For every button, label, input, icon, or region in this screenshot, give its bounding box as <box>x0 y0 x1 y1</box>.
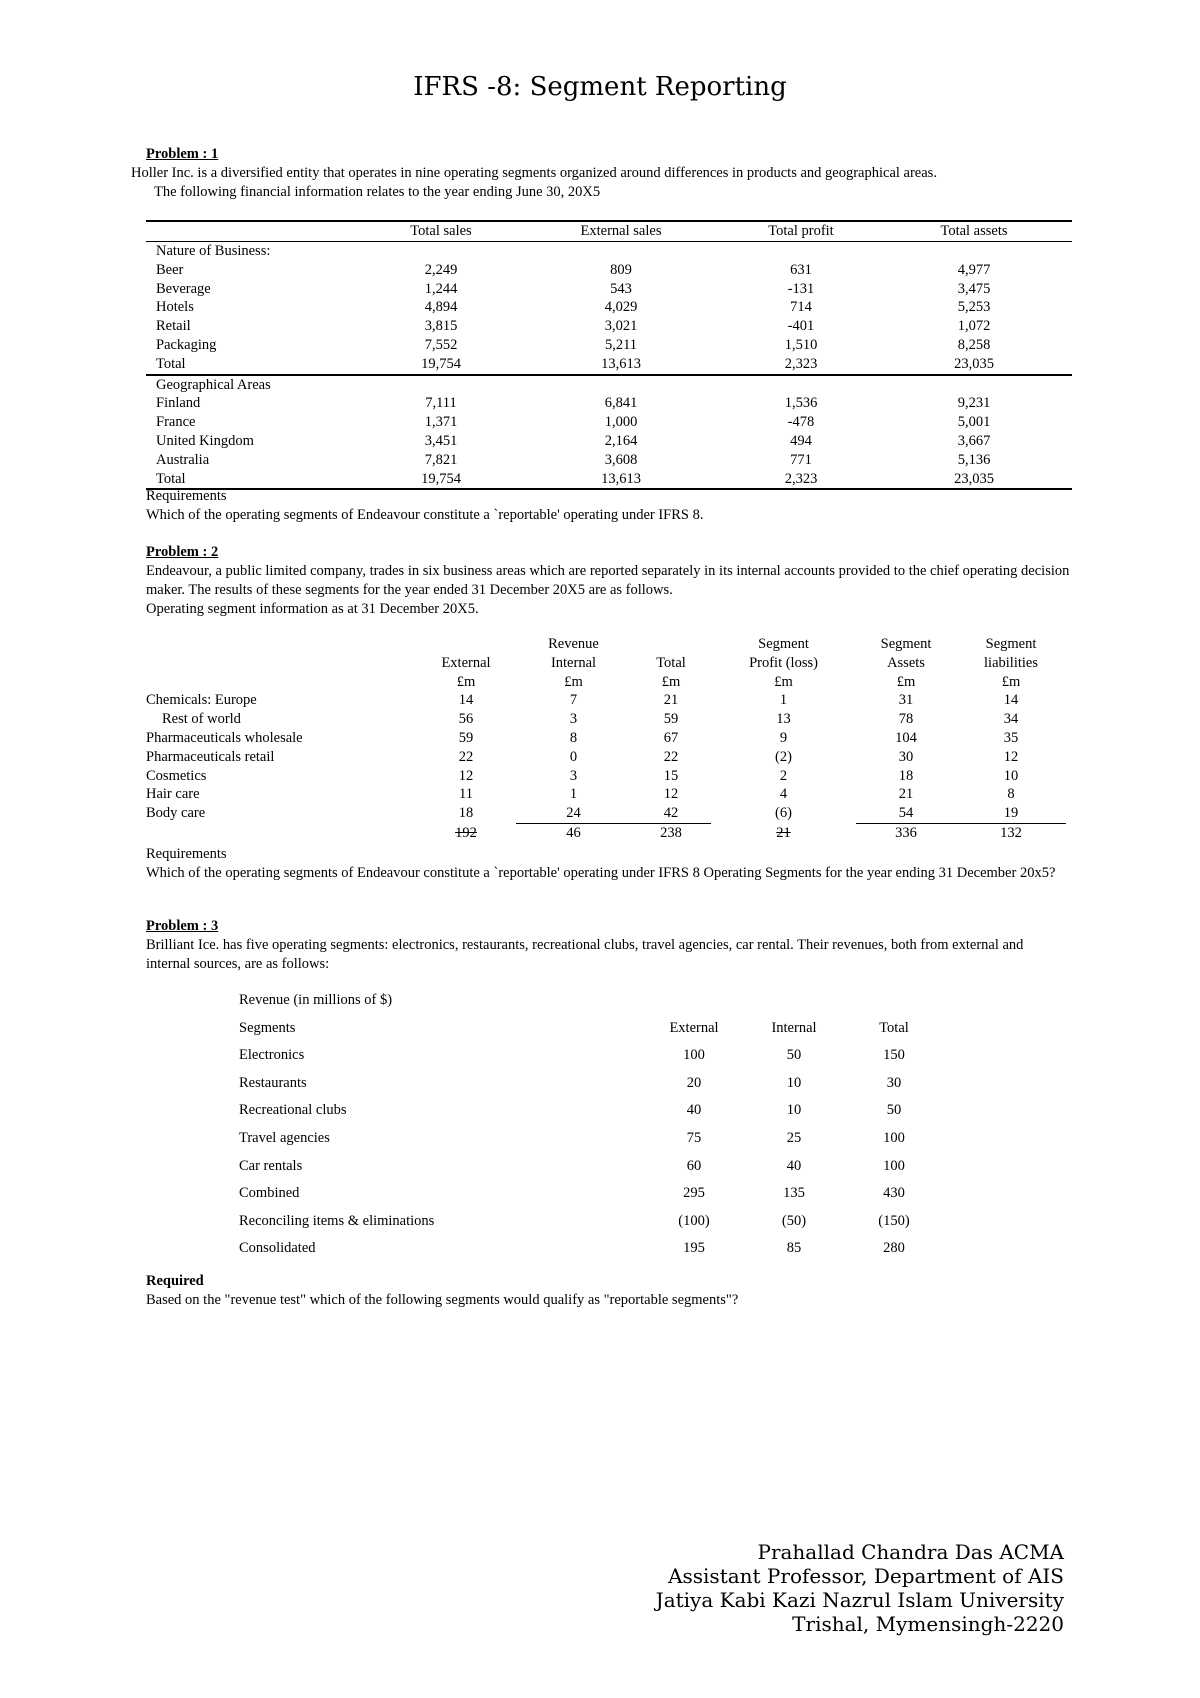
column-header: External sales <box>516 221 726 242</box>
cell: 280 <box>883 1240 905 1257</box>
row-label: Body care <box>146 805 206 822</box>
cell: 5,001 <box>957 414 991 431</box>
row-label <box>146 823 416 842</box>
column-header <box>631 635 711 654</box>
cell: 78 <box>898 711 914 728</box>
column-header: Internal <box>771 1019 817 1036</box>
problem-2-intro: Endeavour, a public limited company, trades in six business areas which are reported separately in its internal accounts provided to the chief operating decision maker. The results of these segments for the year ended 31 December 20X5 are as follows. <box>146 563 1070 598</box>
cell: 809 <box>610 261 632 278</box>
cell: 8,258 <box>957 336 991 353</box>
page-title: IFRS -8: Segment Reporting <box>413 72 787 102</box>
column-header: Revenue <box>548 636 599 652</box>
table-row <box>146 767 1066 786</box>
table-row <box>146 710 1066 729</box>
problem-1-heading: Problem : 1 <box>146 146 219 162</box>
cell: 20 <box>686 1074 702 1091</box>
table-row <box>239 1153 939 1181</box>
cell: 494 <box>790 432 812 449</box>
cell: 18 <box>458 805 474 822</box>
table-row <box>146 336 1072 355</box>
cell: 13,613 <box>601 355 641 372</box>
cell: 54 <box>856 804 956 823</box>
total-row <box>146 355 1072 375</box>
cell: 5,253 <box>957 299 991 316</box>
total-row <box>146 823 1066 842</box>
cell: 25 <box>786 1129 802 1146</box>
table-row <box>239 1042 939 1070</box>
cell: 35 <box>1003 729 1019 746</box>
column-header: Total <box>879 1019 909 1036</box>
cell: 50 <box>886 1102 902 1119</box>
problem-1-table <box>146 220 1072 490</box>
cell: 30 <box>886 1074 902 1091</box>
cell: (100) <box>678 1212 710 1229</box>
table-row <box>239 1235 939 1263</box>
problem-2-heading: Problem : 2 <box>146 544 219 560</box>
cell: 13 <box>776 711 791 728</box>
cell: 40 <box>686 1102 702 1119</box>
row-label: Australia <box>156 451 210 468</box>
unit-label: £m <box>661 673 681 690</box>
cell: 13,613 <box>601 470 641 487</box>
cell: 21 <box>663 692 679 709</box>
row-label: Retail <box>156 318 191 335</box>
table-row <box>146 729 1066 748</box>
table-row <box>146 432 1072 451</box>
column-header: Segments <box>239 1019 296 1036</box>
row-label: Combined <box>239 1185 300 1202</box>
problem-1-requirements-label: Requirements <box>146 488 227 504</box>
column-header <box>146 654 416 673</box>
cell: 31 <box>898 692 914 709</box>
table-row <box>239 1070 939 1098</box>
column-header: Total <box>656 654 686 671</box>
cell: 24 <box>516 804 631 823</box>
author-signature-block <box>656 1540 1064 1636</box>
cell: 22 <box>458 748 474 765</box>
cell: (50) <box>781 1212 807 1229</box>
cell: 0 <box>569 748 578 765</box>
cell: 2,164 <box>604 432 638 449</box>
cell: 631 <box>790 261 812 278</box>
cell: 34 <box>1003 711 1019 728</box>
table-header-row <box>146 673 1066 692</box>
cell: 8 <box>569 729 578 746</box>
cell: 132 <box>1000 824 1022 841</box>
cell: 3,451 <box>424 432 458 449</box>
table-row <box>239 1125 939 1153</box>
cell: 714 <box>790 299 812 316</box>
cell: 192 <box>455 824 477 841</box>
cell: 1 <box>569 786 578 803</box>
cell: 7 <box>569 692 578 709</box>
row-label: Rest of world <box>162 711 241 728</box>
row-label: Beer <box>156 261 184 278</box>
problem-1-requirements-text: Which of the operating segments of Endeavour constitute a `reportable' operating under IFRS 8. <box>146 507 704 523</box>
cell: -401 <box>787 318 815 335</box>
cell: 22 <box>663 748 679 765</box>
column-header: liabilities <box>984 654 1038 671</box>
cell: -478 <box>787 414 815 431</box>
cell: 56 <box>458 711 474 728</box>
cell: 7,552 <box>424 336 458 353</box>
section-row <box>146 375 1072 395</box>
cell: 40 <box>786 1157 802 1174</box>
row-label: Reconciling items & eliminations <box>239 1212 435 1229</box>
cell: 3,815 <box>424 318 458 335</box>
caption-row <box>239 987 939 1015</box>
cell: 9,231 <box>957 395 991 412</box>
column-header: Total sales <box>366 221 516 242</box>
problem-2-requirements-label: Requirements <box>146 846 227 862</box>
cell: 1,244 <box>424 280 458 297</box>
cell: 195 <box>683 1240 705 1257</box>
table-row <box>239 1208 939 1236</box>
cell: 7,111 <box>425 395 457 412</box>
cell: 3 <box>569 711 578 728</box>
cell: 14 <box>458 692 474 709</box>
column-header <box>146 673 416 692</box>
row-label: Packaging <box>156 336 217 353</box>
cell: 135 <box>783 1185 805 1202</box>
cell: 10 <box>786 1102 802 1119</box>
cell: 60 <box>686 1157 702 1174</box>
problem-3-required-label: Required <box>146 1273 204 1289</box>
row-label: Car rentals <box>239 1157 303 1174</box>
cell: 5,136 <box>957 451 991 468</box>
column-header: External <box>441 654 491 671</box>
row-label: Hair care <box>146 786 200 803</box>
cell: 3,667 <box>957 432 991 449</box>
table-header-row <box>146 654 1066 673</box>
problem-2-requirements-text: Which of the operating segments of Endeavour constitute a `reportable' operating under IFRS 8 Operating Segments for the year ending 31 December 20x5? <box>146 865 1056 881</box>
table-row <box>146 298 1072 317</box>
table-header-row <box>146 635 1066 654</box>
problem-3-required-text: Based on the "revenue test" which of the following segments would qualify as "reportable segments"? <box>146 1292 739 1308</box>
row-label: Consolidated <box>239 1240 316 1257</box>
row-label: Finland <box>156 395 201 412</box>
cell: 6,841 <box>604 395 638 412</box>
table-header-row <box>146 221 1072 242</box>
cell: 19 <box>956 804 1066 823</box>
row-label: Beverage <box>156 280 211 297</box>
cell: 430 <box>883 1185 905 1202</box>
problem-3-heading: Problem : 3 <box>146 918 219 934</box>
table-row <box>239 1097 939 1125</box>
row-label: Chemicals: Europe <box>146 692 257 709</box>
unit-label: £m <box>456 673 476 690</box>
table-row <box>146 451 1072 470</box>
cell: 42 <box>631 804 711 823</box>
column-header: Total assets <box>876 221 1072 242</box>
cell: 59 <box>458 729 474 746</box>
table-row <box>146 394 1072 413</box>
cell: 12 <box>663 786 679 803</box>
section-label: Geographical Areas <box>146 375 1072 395</box>
table-row <box>146 748 1066 767</box>
table-row <box>146 785 1066 804</box>
cell: 543 <box>610 280 632 297</box>
problem-3-table <box>239 987 939 1263</box>
cell: 2 <box>779 767 788 784</box>
cell: 12 <box>1003 748 1019 765</box>
column-header: Assets <box>887 654 925 671</box>
cell: 771 <box>790 451 812 468</box>
cell: 1,000 <box>604 414 638 431</box>
cell: 11 <box>459 786 473 803</box>
cell: 3,475 <box>957 280 991 297</box>
total-row <box>146 470 1072 490</box>
cell: 30 <box>898 748 914 765</box>
column-header <box>146 635 416 654</box>
cell: (2) <box>775 748 792 765</box>
cell: 104 <box>895 729 917 746</box>
cell: 336 <box>895 824 917 841</box>
row-label: Total <box>156 355 186 372</box>
cell: 100 <box>883 1129 905 1146</box>
column-header: Segment <box>985 636 1037 652</box>
cell: 10 <box>786 1074 802 1091</box>
row-label: Travel agencies <box>239 1129 330 1146</box>
cell: 1 <box>779 692 788 709</box>
problem-1-intro-2: The following financial information relates to the year ending June 30, 20X5 <box>154 184 601 200</box>
row-label: Electronics <box>239 1047 305 1064</box>
unit-label: £m <box>1001 673 1021 690</box>
cell: 1,371 <box>424 414 458 431</box>
unit-label: £m <box>564 673 583 690</box>
cell: 5,211 <box>604 336 638 353</box>
cell: 14 <box>1003 692 1019 709</box>
cell: 59 <box>663 711 679 728</box>
cell: 100 <box>683 1047 705 1064</box>
cell: 2,323 <box>784 355 818 372</box>
table-row <box>146 261 1072 280</box>
problem-3-intro: Brilliant Ice. has five operating segments: electronics, restaurants, recreational clubs, travel agencies, car rental. Their revenues, both from external and internal sources, are as follows: <box>146 937 1024 972</box>
unit-label: £m <box>774 673 793 690</box>
cell: 12 <box>458 767 474 784</box>
cell: 23,035 <box>954 470 994 487</box>
column-header: Segment <box>758 636 809 652</box>
row-label: Pharmaceuticals retail <box>146 748 275 765</box>
cell: (150) <box>878 1212 910 1229</box>
table-header-row <box>239 1015 939 1043</box>
cell: 100 <box>883 1157 905 1174</box>
column-header <box>146 221 366 242</box>
table-row <box>146 691 1066 710</box>
author-name: Prahallad Chandra Das ACMA <box>757 1540 1064 1564</box>
row-label: United Kingdom <box>156 432 254 449</box>
cell: 4,894 <box>424 299 458 316</box>
table-caption: Revenue (in millions of $) <box>239 992 393 1008</box>
cell: 3,021 <box>604 318 638 335</box>
cell: 85 <box>786 1240 802 1257</box>
cell: 4,977 <box>957 261 991 278</box>
cell: 50 <box>786 1047 802 1064</box>
problem-2-table <box>146 635 1066 843</box>
problem-1-intro: Holler Inc. is a diversified entity that operates in nine operating segments organized around differences in products and geographical areas. <box>131 165 937 181</box>
table-row <box>239 1180 939 1208</box>
column-header: External <box>669 1019 719 1036</box>
problem-2-intro-2: Operating segment information as at 31 December 20X5. <box>146 601 479 617</box>
cell: 7,821 <box>424 451 458 468</box>
cell: 4 <box>779 786 788 803</box>
column-header: Internal <box>550 654 597 671</box>
cell: 150 <box>883 1047 905 1064</box>
cell: 295 <box>683 1185 705 1202</box>
cell: 67 <box>663 729 679 746</box>
column-header: Segment <box>880 636 932 652</box>
author-university: Jatiya Kabi Kazi Nazrul Islam University <box>655 1588 1064 1612</box>
row-label: Cosmetics <box>146 767 207 784</box>
cell: 10 <box>1003 767 1019 784</box>
cell: 1,510 <box>784 336 818 353</box>
cell: 18 <box>898 767 914 784</box>
cell: 19,754 <box>421 470 461 487</box>
cell: 15 <box>663 767 679 784</box>
row-label: Pharmaceuticals wholesale <box>146 729 303 746</box>
cell: 9 <box>779 729 788 746</box>
cell: 1,536 <box>784 395 818 412</box>
cell: 238 <box>660 824 682 841</box>
column-header <box>416 635 516 654</box>
cell: -131 <box>787 280 815 297</box>
row-label: Total <box>156 470 186 487</box>
unit-label: £m <box>896 673 916 690</box>
row-label: France <box>156 414 196 431</box>
cell: 21 <box>898 786 914 803</box>
column-header: Total profit <box>726 221 876 242</box>
row-label: Restaurants <box>239 1074 307 1091</box>
cell: (6) <box>775 805 792 822</box>
table-row <box>146 413 1072 432</box>
row-label: Hotels <box>156 299 194 316</box>
cell: 2,323 <box>784 470 818 487</box>
cell: 46 <box>566 824 581 841</box>
row-label: Recreational clubs <box>239 1102 347 1119</box>
author-address: Trishal, Mymensingh-2220 <box>792 1612 1064 1636</box>
section-row <box>146 242 1072 261</box>
cell: 19,754 <box>421 355 461 372</box>
table-row <box>146 317 1072 336</box>
cell: 23,035 <box>954 355 994 372</box>
cell: 21 <box>776 824 791 841</box>
table-row <box>146 280 1072 299</box>
cell: 2,249 <box>424 261 458 278</box>
cell: 8 <box>1007 786 1015 803</box>
cell: 1,072 <box>957 318 991 335</box>
cell: 3 <box>569 767 578 784</box>
cell: 3,608 <box>604 451 638 468</box>
section-label: Nature of Business: <box>156 243 271 259</box>
author-title: Assistant Professor, Department of AIS <box>668 1564 1064 1588</box>
column-header: Profit (loss) <box>749 654 818 671</box>
cell: 75 <box>686 1129 702 1146</box>
table-row <box>146 804 1066 823</box>
cell: 4,029 <box>604 299 638 316</box>
